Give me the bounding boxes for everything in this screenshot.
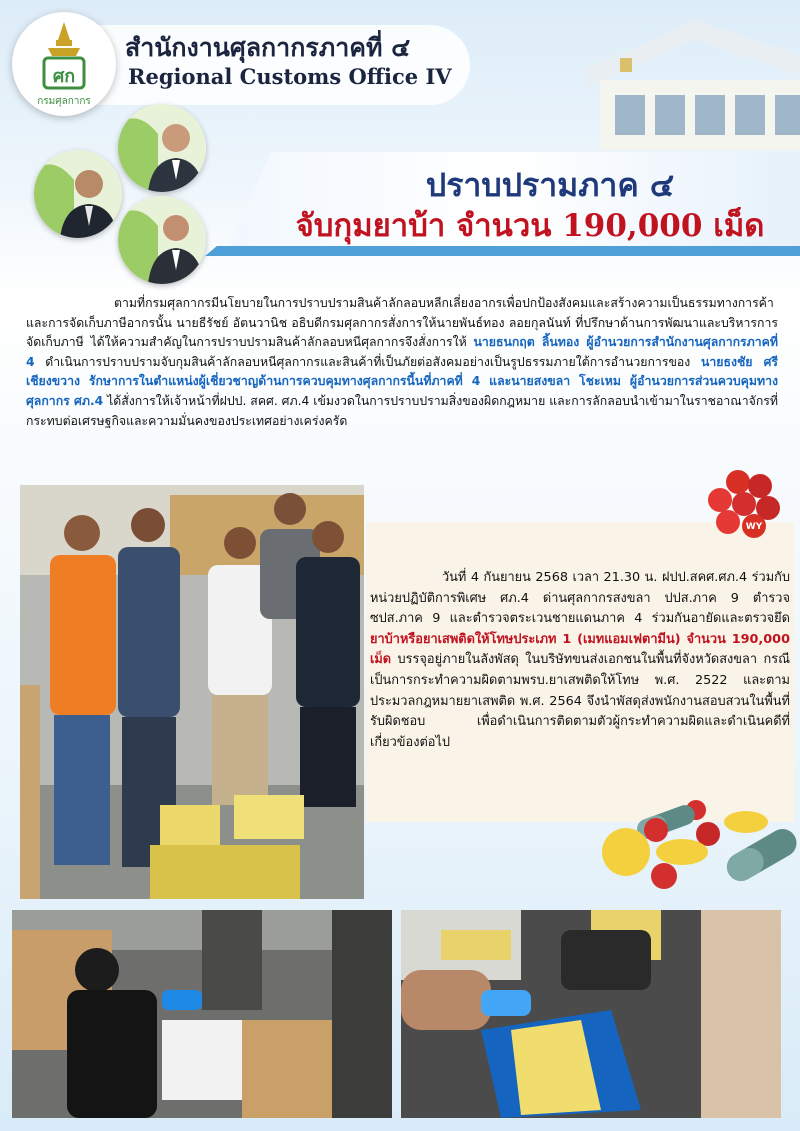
seized-drugs-photo-image bbox=[401, 910, 781, 1118]
officer-inspecting-parcels-photo bbox=[12, 910, 392, 1118]
incident-detail-paragraph bbox=[370, 568, 790, 753]
wy-pills-decoration bbox=[700, 464, 790, 544]
customs-logo bbox=[12, 12, 116, 116]
inspection-photo-image bbox=[12, 910, 392, 1118]
intro-text-3: ได้สั่งการให้เจ้าหน้าที่ฝปป. สคศ. ศภ.4 เข้มงวดในการปราบปรามสิ่งของผิดกฎหมาย และการลักลอบนำเข้ามาในราชอาณาจักรที่กระทบต่อเศรษฐกิจและความมั่นคงของประเทศอย่างเคร่งครัด bbox=[26, 393, 778, 428]
person-icon bbox=[34, 150, 122, 238]
detail-highlight-drug: ยาบ้าหรือยาเสพติดให้โทษประเภท 1 (เมทแอมเฟตามีน) จำนวน 190,000 เม็ด bbox=[370, 631, 790, 668]
headline-line-2: จับกุมยาบ้า จำนวน 190,000 เม็ด bbox=[295, 208, 765, 244]
customs-emblem-icon bbox=[12, 12, 116, 116]
intro-highlight-director: นายธนกฤต ลิ้นทอง ผู้อำนวยการสำนักงานศุลกากรภาคที่ 4 bbox=[26, 335, 778, 369]
intro-paragraph bbox=[26, 294, 778, 431]
intro-text-2: ดำเนินการปราบปรามจับกุมสินค้าลักลอบหนีศุลกากรและสินค้าที่เป็นภัยต่อสังคมอย่างเป็นรูปธรรมภายใต้การอำนวยการของ bbox=[34, 354, 701, 369]
executive-portrait-1 bbox=[118, 104, 206, 192]
person-icon bbox=[118, 104, 206, 192]
logo-caption: กรมศุลกากร bbox=[37, 96, 91, 107]
executive-portrait-3 bbox=[118, 196, 206, 284]
office-name-english: Regional Customs Office IV bbox=[128, 64, 452, 89]
intro-highlight-officials: นายธงชัย ศรีเชียงขวาง รักษาการในตำแหน่งผู้เชี่ยวชาญด้านการควบคุมทางศุลกากรนี้นที่ภาคที่ 4 และนายสงขลา โชะเหม ผู้อำนวยการส่วนควบคุมทางศุลกากร ศภ.4 bbox=[26, 354, 778, 408]
logo-mark-text: ศก bbox=[52, 66, 76, 87]
detail-text-2: บรรจุอยู่ภายในลังพัสดุ ในบริษัทขนส่งเอกชนในพื้นที่จังหวัดสงขลา กรณีเป็นการกระทำความผิดตามพรบ.ยาเสพติดให้โทษ พ.ศ. 2522 และตามประมวลกฎหมายยาเสพติด พ.ศ. 2564 จึงนำพัสดุส่งพนักงานสอบสวนในพื้นที่รับผิดชอบ เพื่อดำเนินการติดตามตัวผู้กระทำความผิดและดำเนินคดีที่เกี่ยวข้องต่อไป bbox=[370, 652, 790, 750]
pill-label: WY bbox=[745, 522, 763, 532]
detail-text-1: วันที่ 4 กันยายน 2568 เวลา 21.30 น. ฝปป.สคศ.ศภ.4 ร่วมกับหน่วยปฏิบัติการพิเศษ ศภ.4 ด่านศุลกากรสงขลา ปปส.ภาค 9 ตำรวจ ซปส.ภาค 9 และตำรวจตระเวนชายแดนภาค 4 ร่วมกันอายัดและตรวจยึด bbox=[370, 570, 790, 627]
intro-text-1: ตามที่กรมศุลกากรมีนโยบายในการปราบปรามสินค้าลักลอบหลีกเลี่ยงอากรเพื่อปกป้องสังคมและสร้างความเป็นธรรมทางการค้าและการจัดเก็บภาษีอากรนั้น นายธีรัชย์ อัตนวานิช อธิบดีกรมศุลกากรสั่งการให้นายพันธ์ทอง ลอยกุลนันท์ ที่ปรึกษาด้านการพัฒนาและบริหารการจัดเก็บภาษี ได้ให้ความสำคัญในการปราบปรามสินค้าลักลอบหนีศุลกากรจึงสั่งการให้ bbox=[26, 296, 778, 350]
office-name-thai: สำนักงานศุลกากรภาคที่ ๔ bbox=[125, 33, 411, 62]
person-icon bbox=[118, 196, 206, 284]
executive-portrait-2 bbox=[34, 150, 122, 238]
officers-photo-image bbox=[20, 485, 364, 899]
seized-methamphetamine-photo bbox=[401, 910, 781, 1118]
officers-seizure-photo bbox=[20, 485, 364, 899]
customs-building-illustration bbox=[585, 0, 800, 150]
capsules-decoration bbox=[596, 796, 800, 896]
headline-line-1: ปราบปรามภาค ๔ bbox=[425, 166, 675, 204]
